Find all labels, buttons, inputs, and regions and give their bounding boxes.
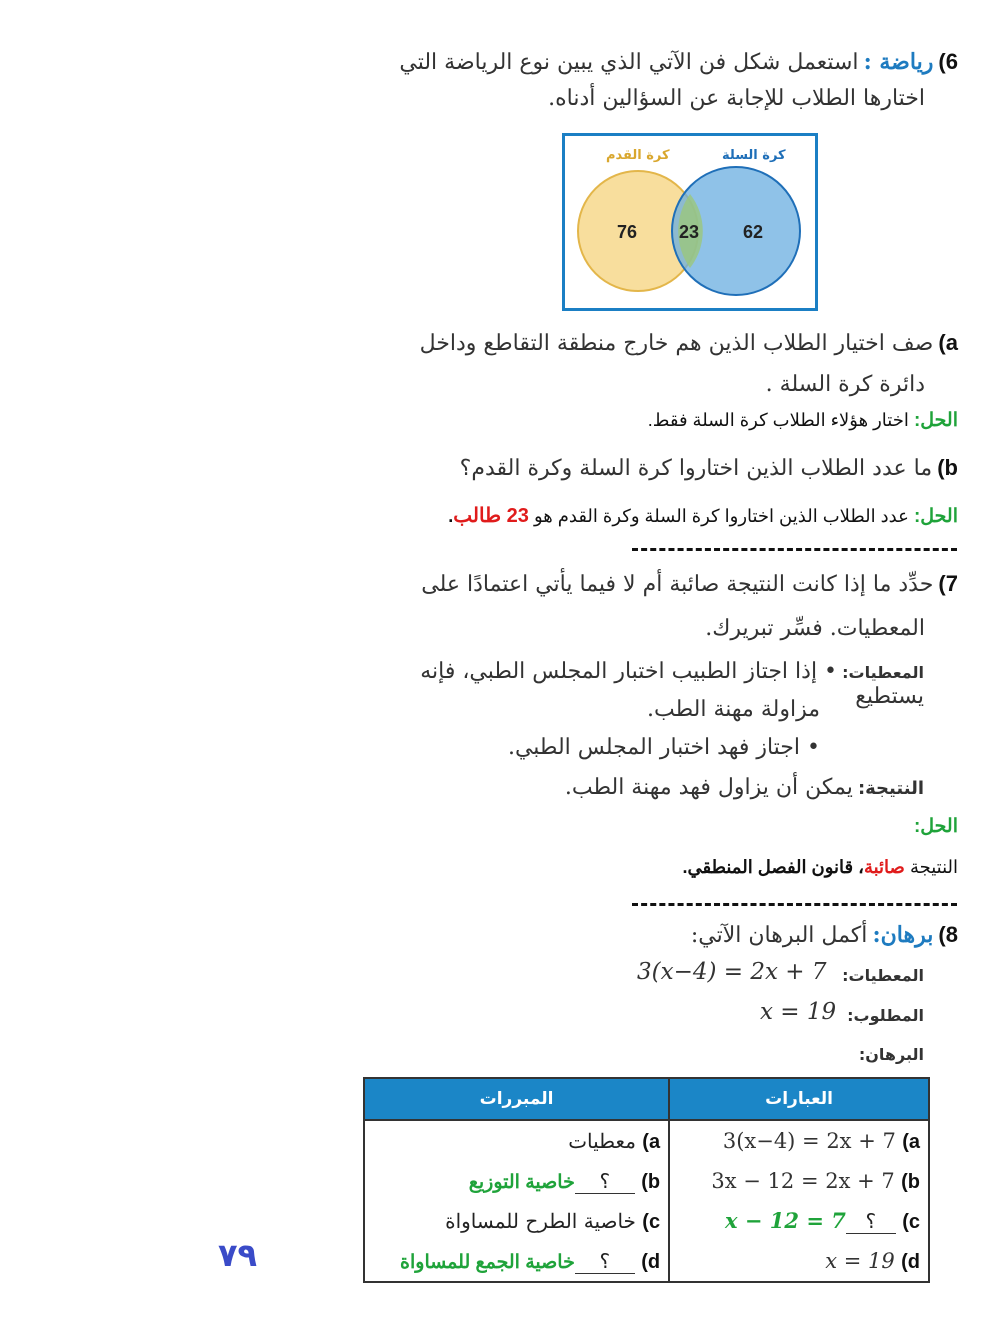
table-row (364, 1120, 929, 1161)
q6b-solution-label: الحل: (913, 506, 958, 527)
reason-tag: (a (642, 1130, 661, 1153)
q7-given2: • اجتاز فهد اختبار المجلس الطبي. (507, 735, 820, 760)
q6-line1: استعمل شكل فن الآتي الذي يبين نوع الرياضة التي (399, 50, 859, 75)
q7-result-text: يمكن أن يزاول فهد مهنة الطب. (564, 775, 853, 800)
reason-cell (364, 1161, 669, 1201)
table-row (364, 1201, 929, 1241)
statement-text: 3(x−4) = 2x + 7 (722, 1128, 896, 1153)
q8-prove-label: المطلوب: (847, 1006, 924, 1025)
q6a-solution-text: اختار هؤلاء الطلاب كرة السلة فقط. (647, 410, 909, 430)
q7-given1-line1: • إذا اجتاز الطبيب اختبار المجلس الطبي، فإنه يستطيع (420, 659, 924, 709)
statement-blank: ؟ (846, 1209, 896, 1234)
q7-line2: المعطيات. فسِّر تبريرك. (705, 616, 925, 641)
statement-cell (669, 1241, 929, 1282)
q7-number: 7) (938, 571, 958, 596)
divider-1 (632, 548, 957, 551)
q7-solution (458, 857, 958, 878)
col-statements-header: العبارات (669, 1078, 929, 1120)
q6a-line1: صف اختيار الطلاب الذين هم خارج منطقة التقاطع وداخل (419, 331, 934, 356)
q6-header (378, 44, 958, 82)
table-row (364, 1161, 929, 1201)
reason-blank: ؟ (575, 1169, 635, 1194)
reason-cell (364, 1201, 669, 1241)
statement-text: 3x − 12 = 2x + 7 (711, 1168, 895, 1193)
q8-given-label: المعطيات: (842, 966, 924, 985)
q8-proof-label: البرهان: (858, 1045, 924, 1064)
q6b-solution (358, 503, 958, 528)
q7-solution-label: الحل: (913, 816, 958, 837)
col-reasons-header: المبررات (364, 1078, 669, 1120)
reason-text: خاصية الطرح للمساواة (445, 1208, 636, 1233)
q7-line1: حدِّد ما إذا كانت النتيجة صائبة أم لا فيما يأتي اعتمادًا على (421, 572, 934, 597)
statement-cell (669, 1161, 929, 1201)
statement-answer: x − 12 = 7 (725, 1208, 846, 1233)
divider-2 (632, 903, 957, 906)
reason-cell (364, 1120, 669, 1161)
venn-intersection-value: 23 (679, 222, 700, 242)
q7-given1-line2: مزاولة مهنة الطب. (647, 697, 820, 722)
q6-line2: اختارها الطلاب للإجابة عن السؤالين أدناه. (548, 86, 925, 111)
q6b-label: b) (937, 455, 958, 480)
q8-number: 8) (938, 922, 958, 947)
statement-cell (669, 1120, 929, 1161)
reason-tag: (c (642, 1210, 661, 1233)
q7-result-label: النتيجة: (857, 778, 924, 799)
q6a-solution-label: الحل: (913, 410, 958, 431)
venn-diagram (562, 133, 818, 311)
proof-table (363, 1077, 930, 1283)
venn-right-value: 62 (743, 222, 764, 242)
q6b-solution-end: . (448, 506, 454, 526)
q8-label: برهان: (872, 922, 934, 948)
statement-tag: (c (902, 1211, 920, 1233)
venn-left-title: كرة القدم (606, 148, 670, 163)
q8-given-expr: 3(x−4) = 2x + 7 (637, 959, 827, 985)
reason-tag: (b (641, 1170, 661, 1193)
venn-right-title: كرة السلة (722, 148, 786, 163)
q7-solution-word: صائبة (863, 857, 905, 877)
q6a-solution (458, 409, 958, 432)
reason-answer: خاصية الجمع للمساواة (400, 1251, 575, 1273)
statement-tag: (a (902, 1130, 920, 1153)
q6-label: رياضة : (863, 49, 934, 75)
q6a (398, 330, 958, 356)
q7-solution-rest: ، قانون الفصل المنطقي. (682, 857, 864, 877)
q7-header (398, 571, 958, 597)
q7-solution-prefix: النتيجة (909, 857, 958, 877)
statement-cell (669, 1201, 929, 1241)
q6b-solution-text: عدد الطلاب الذين اختاروا كرة السلة وكرة القدم هو (533, 506, 909, 526)
q6b-text: ما عدد الطلاب الذين اختاروا كرة السلة وكرة القدم؟ (459, 456, 933, 481)
q6a-line2: دائرة كرة السلة . (765, 372, 925, 397)
q6-number: 6) (938, 49, 958, 74)
statement-tag: (b (901, 1170, 920, 1193)
statement-tag: (d (901, 1250, 920, 1273)
q6b-solution-answer: 23 طالب (453, 505, 529, 527)
reason-text: معطيات (568, 1128, 636, 1153)
reason-blank: ؟ (575, 1249, 635, 1274)
q6b (398, 455, 958, 481)
page-number: ٧٩ (218, 1236, 258, 1274)
q7-given-label: المعطيات: (842, 663, 924, 682)
q8-text: أكمل البرهان الآتي: (690, 923, 868, 948)
statement-text: x = 19 (825, 1248, 895, 1273)
table-row (364, 1241, 929, 1282)
q8-header (558, 922, 958, 948)
reason-answer: خاصية التوزيع (468, 1171, 575, 1193)
q8-prove-expr: x = 19 (760, 999, 837, 1025)
q6a-label: a) (938, 330, 958, 355)
q7-result (424, 775, 924, 800)
venn-left-value: 76 (617, 222, 638, 242)
reason-cell (364, 1241, 669, 1282)
reason-tag: (d (641, 1250, 661, 1273)
